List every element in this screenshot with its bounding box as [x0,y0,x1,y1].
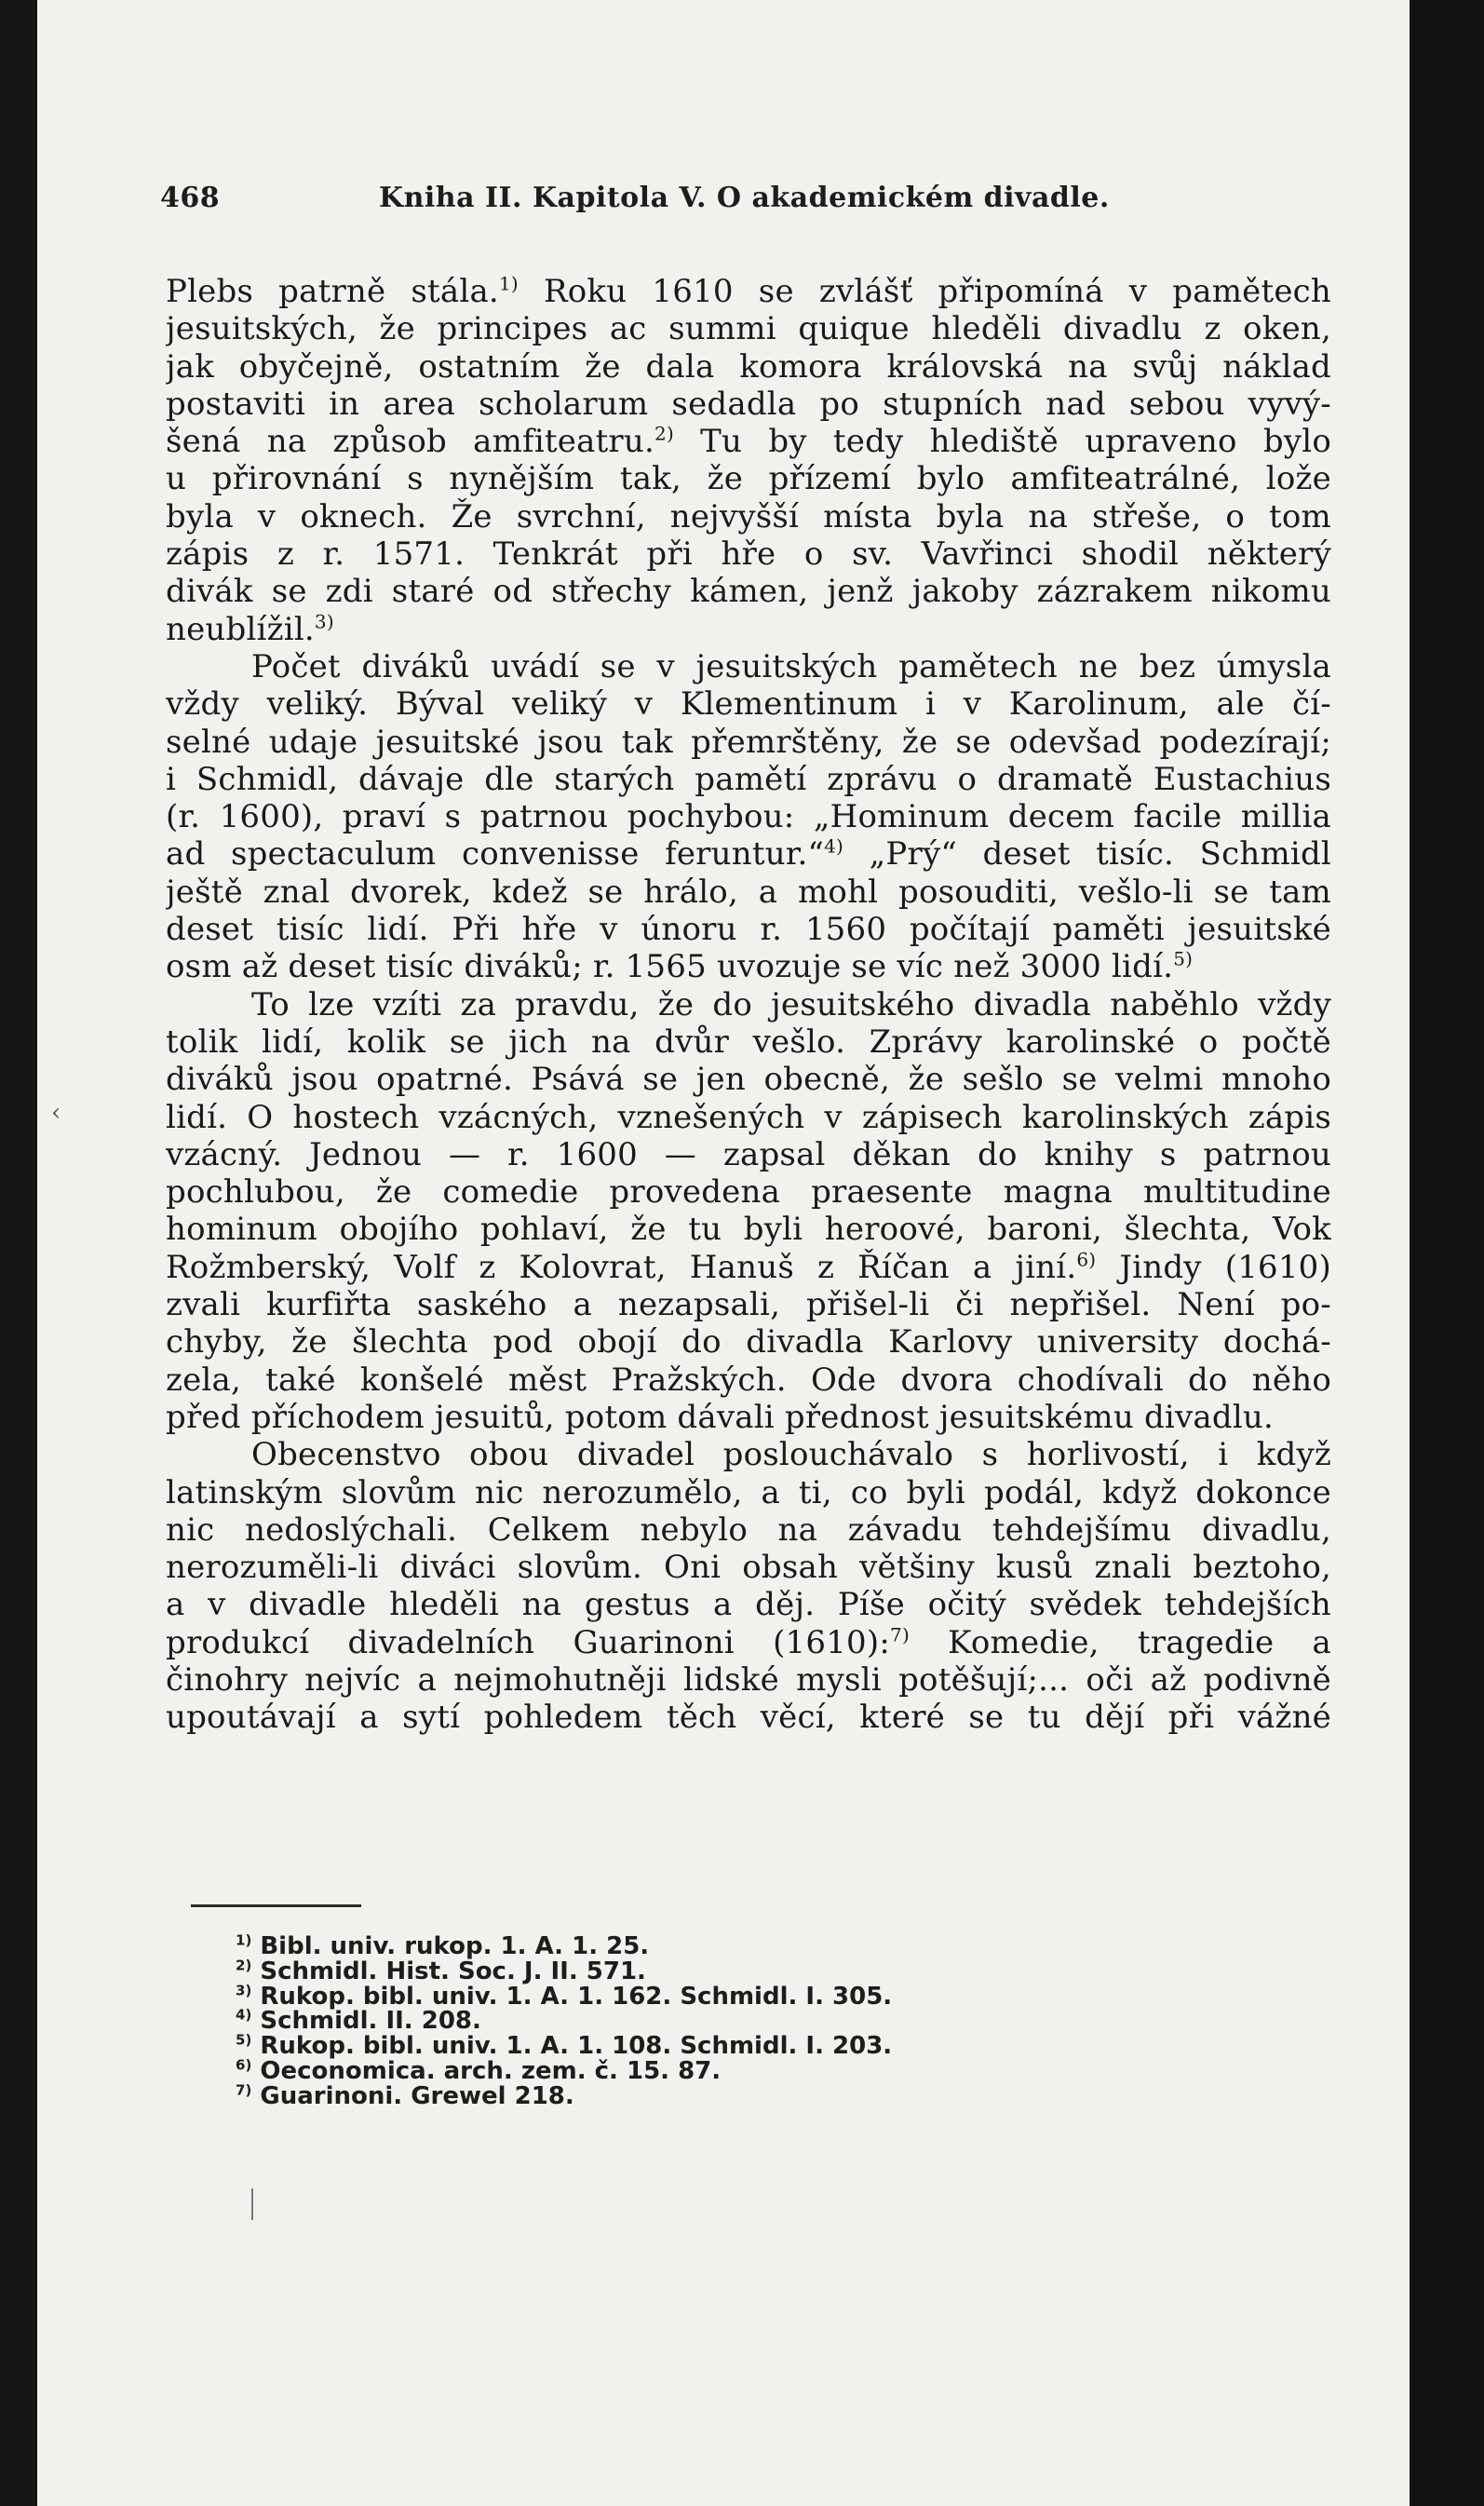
text-line [166,685,1331,723]
text-line [166,1586,1331,1623]
text-line-content: (r. 1600), praví s patrnou pochybou: „Hominum decem facile millia [166,798,1331,836]
text-line [166,1699,1331,1736]
text-line [166,273,1331,310]
text-line [166,911,1331,948]
footnote-ref-number: 4 [824,835,837,859]
text-line-content: zela, také konšelé měst Pražských. Ode dvora chodívali do něho [166,1361,1331,1399]
text-line [166,1399,1331,1436]
scan-right-border [1410,0,1484,2506]
footnote-text: Schmidl. II. 208. [260,2007,481,2036]
footnotes [236,1931,1073,2110]
footnote-mark-number: 4 [236,2006,246,2024]
body-text [166,273,1331,1737]
footnote-mark: 6) [236,2056,252,2074]
footnote-ref-number: 7 [890,1623,902,1646]
footnote-mark: 7) [236,2081,252,2099]
text-line-continuation: Roku 1610 se zvlášť připomíná v pamětech [518,273,1331,310]
text-line-content: osm až deset tisíc diváků; r. 1565 uvozuje se víc než 3000 lidí. [166,948,1174,986]
footnote [236,1931,1073,1960]
text-line [166,1361,1331,1399]
text-line-continuation: Komedie, tragedie a [909,1623,1331,1661]
text-line [166,1286,1331,1323]
text-line-content: lidí. O hostech vzácných, vznešených v zápisech karolinských zápis [166,1098,1331,1136]
text-line [166,724,1331,761]
footnote-ref-number: 5 [1173,948,1186,971]
text-line-content: u přirovnání s nynějším tak, že přízemí bylo amfiteatrálné, lože [166,460,1331,498]
text-line [166,835,1331,873]
text-line [166,460,1331,497]
text-line [166,1023,1331,1061]
text-line [166,874,1331,911]
text-line [166,798,1331,835]
text-line [166,986,1331,1023]
footnote [236,1959,1073,1984]
text-line-content: byla v oknech. Že svrchní, nejvyšší místa byla na střeše, o tom [166,497,1331,535]
running-title: Kniha II. Kapitola V. O akademickém divadle. [379,182,1110,214]
text-line [166,1511,1331,1549]
footnote-text: Guarinoni. Grewel 218. [260,2081,574,2110]
footnote-ref-number: 1 [498,273,511,295]
footnote [236,2056,1073,2085]
text-line-content: nic nedoslýchali. Celkem nebylo na závadu tehdejšímu divadlu, [166,1510,1331,1549]
footnote-ref[interactable]: 6) [1076,1248,1097,1271]
text-line-content: Rožmberský, Volf z Kolovrat, Hanuš z Říčan a jiní. [166,1248,1077,1286]
text-line [166,1099,1331,1136]
text-line-content: selné udaje jesuitské jsou tak přemrštěny, že se odevšad podezírají; [166,723,1331,761]
text-line-content: a v divadle hleděli na gestus a děj. Píše očitý svědek tehdejších [166,1586,1331,1624]
text-line-content: ještě znal dvorek, kdež se hrálo, a mohl posouditi, vešlo-li se tam [166,873,1331,911]
text-line-content: deset tisíc lidí. Při hře v únoru r. 1560 počítají paměti jesuitské [166,911,1331,949]
footnote-text: Rukop. bibl. univ. 1. A. 1. 108. Schmidl. I. 203. [260,2032,893,2061]
footnote-mark-number: 6 [236,2056,246,2074]
text-line [166,1136,1331,1173]
text-line-content: To lze vzíti za pravdu, že do jesuitského divadla naběhlo vždy [251,985,1331,1023]
text-line-content: pochlubou, že comedie provedena praesente magna multitudine [166,1173,1331,1212]
text-line-content: Počet diváků uvádí se v jesuitských pamětech ne bez úmysla [251,647,1331,685]
footnote-ref-number: 3 [314,610,327,633]
text-line-continuation: Tu by tedy hlediště upraveno bylo [673,423,1331,461]
text-line-content: Obecenstvo obou divadel poslouchávalo s horlivostí, i když [251,1436,1331,1474]
text-line-content: ad spectaculum convenisse feruntur.“ [166,835,825,874]
footnote-mark: 5) [236,2031,252,2049]
footnote-ref[interactable]: 1) [498,273,519,295]
text-line [166,1323,1331,1361]
footnote [236,2081,1073,2110]
footnote-mark: 1) [236,1931,252,1949]
text-line [166,1474,1331,1511]
footnote-text: Oeconomica. arch. zem. č. 15. 87. [260,2056,722,2085]
text-line [166,611,1331,648]
text-line [166,1436,1331,1473]
footnote [236,2031,1073,2061]
text-line [166,948,1331,985]
text-line [166,310,1331,347]
page-number: 468 [160,182,221,214]
footnote [236,2006,1073,2036]
text-line-content: nerozuměli-li diváci slovům. Oni obsah většiny kusů znali beztoho, [166,1549,1331,1587]
footnote-ref[interactable]: 7) [890,1623,910,1646]
footnote-text: Rukop. bibl. univ. 1. A. 1. 162. Schmidl. I. 305. [260,1982,893,2011]
text-line [166,1661,1331,1699]
footnote [236,1981,1073,2011]
footnote-mark-number: 3 [236,1981,246,1998]
text-line-content: postaviti in area scholarum sedadla po stupních nad sebou vyvý- [166,385,1331,423]
footnote-mark: 4) [236,2006,252,2024]
text-line-content: před příchodem jesuitů, potom dávali přednost jesuitskému divadlu. [166,1398,1275,1436]
footnote-ref[interactable]: 5) [1173,948,1194,971]
text-line [166,761,1331,798]
footnote-ref[interactable]: 4) [824,835,844,859]
footnote-mark-number: 1 [236,1931,246,1949]
text-line-content: divák se zdi staré od střechy kámen, jenž jakoby zázrakem nikomu [166,573,1331,611]
footnote-ref-number: 6 [1076,1248,1089,1271]
text-line-content: jesuitských, že principes ac summi quique hleděli divadlu z oken, [166,310,1331,348]
footnote-text: Schmidl. Hist. Soc. J. II. 571. [260,1957,646,1985]
text-line [166,1211,1331,1248]
text-line [166,498,1331,535]
footnote-mark-number: 5 [236,2031,246,2049]
text-line-content: upoutávají a sytí pohledem těch věcí, které se tu dějí při vážné [166,1699,1331,1737]
text-line-content: jak obyčejně, ostatním že dala komora královská na svůj náklad [166,347,1331,386]
text-line-content: Plebs patrně stála. [166,273,499,310]
running-header [160,182,1333,214]
footnote-mark-number: 7 [236,2081,246,2099]
footnote-rule [191,1904,361,1907]
scan-left-border [0,0,37,2506]
footnote-ref[interactable]: 2) [654,423,674,445]
scan-speck [251,2188,253,2220]
text-line [166,423,1331,460]
text-line-content: zápis z r. 1571. Tenkrát při hře o sv. Vavřinci shodil některý [166,535,1331,574]
text-line-content: zvali kurfiřta saského a nezapsali, přišel-li či nepřišel. Není po- [166,1286,1331,1324]
text-line-content: šená na způsob amfiteatru. [166,423,654,461]
text-line [166,535,1331,573]
margin-mark: ‹ [51,1099,61,1127]
text-line-content: produkcí divadelních Guarinoni (1610): [166,1623,891,1661]
footnote-mark: 2) [236,1957,252,1974]
text-line [166,648,1331,685]
text-line-continuation: Jindy (1610) [1096,1248,1331,1286]
footnote-ref[interactable]: 3) [314,610,334,633]
text-line [166,1061,1331,1098]
footnote-ref-number: 2 [654,423,667,445]
text-line [166,1549,1331,1586]
text-line [166,1173,1331,1211]
text-line [166,386,1331,423]
footnote-mark: 3) [236,1981,252,1998]
footnote-text: Bibl. univ. rukop. 1. A. 1. 25. [260,1932,650,1960]
text-line-content: vzácný. Jednou — r. 1600 — zapsal děkan do knihy s patrnou [166,1135,1331,1173]
text-line-content: neublížil. [166,610,315,648]
text-line-continuation: „Prý“ deset tisíc. Schmidl [843,835,1331,874]
text-line-content: diváků jsou opatrné. Psává se jen obecně, že sešlo se velmi mnoho [166,1061,1331,1099]
text-line-content: tolik lidí, kolik se jich na dvůr vešlo. Zprávy karolinské o počtě [166,1023,1331,1061]
text-line [166,348,1331,386]
text-line-content: činohry nejvíc a nejmohutněji lidské mysli potěšují;... oči až podivně [166,1660,1331,1699]
text-line [166,1624,1331,1661]
text-line-content: hominum obojího pohlaví, že tu byli heroové, baroni, šlechta, Vok [166,1211,1331,1249]
text-line-content: i Schmidl, dávaje dle starých pamětí zprávu o dramatě Eustachius [166,760,1331,798]
text-line-content: latinským slovům nic nerozumělo, a ti, co byli podál, když dokonce [166,1473,1331,1511]
text-line-content: chyby, že šlechta pod obojí do divadla Karlovy university dochá- [166,1323,1331,1361]
footnote-mark-number: 2 [236,1957,246,1974]
text-line [166,1249,1331,1286]
text-line [166,573,1331,610]
text-line-content: vždy veliký. Býval veliký v Klementinum i v Karolinum, ale čí- [166,685,1331,724]
